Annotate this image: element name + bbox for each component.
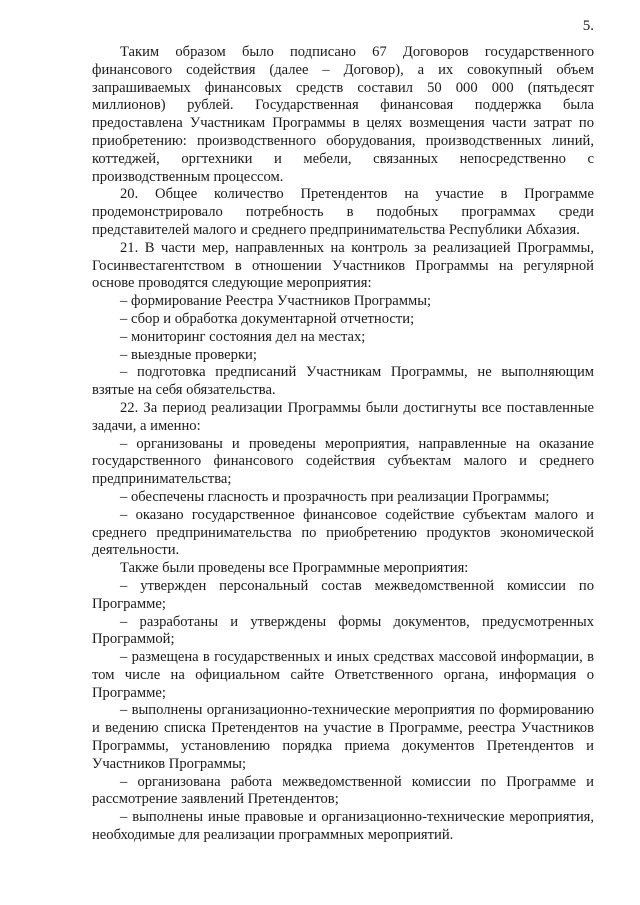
list-item-media: – размещена в государственных и иных средствах массовой информации, в том числе на официальном сайте Ответственного органа, информация о Программе; [92,649,594,701]
list-item-financial-support: – оказано государственное финансовое содействие субъектам малого и среднего предпринимательства по приобретению продуктов экономической деятельности. [92,506,594,559]
paragraph-20: 20. Общее количество Претендентов на участие в Программе продемонстрировало потребность в подобных программах среди представителей малого и среднего предпринимательства Республики Абхазия. [92,186,594,238]
list-item-events-organized: – организованы и проведены мероприятия, направленные на оказание государственного финансового содействия субъектам малого и среднего предпринимательства; [92,435,594,488]
list-item-orders: – подготовка предписаний Участникам Программы, не выполняющим взятые на себя обязательства. [92,364,594,399]
page-number: 5. [582,18,594,34]
list-item-other-measures: – выполнены иные правовые и организационно-технические мероприятия, необходимые для реализации программных мероприятий. [92,809,594,844]
list-item-commission: – утвержден персональный состав межведомственной комиссии по Программе; [92,577,594,612]
paragraph-summary: Таким образом было подписано 67 Договоров государственного финансового содействия (далее – Договор), а их совокупный объем запрашиваемых финансовых средств составил 50 000 000 (пятьдесят миллионов) рублей. Государственная финансовая поддержка была предоставлена Участникам Программы в целях возмещения части затрат по приобретению: производственного оборудования, производственных линий, коттеджей, оргтехники и мебели, связанных непосредственно с производственным процессом. [92,44,594,185]
paragraph-22: 22. За период реализации Программы были достигнуты все поставленные задачи, а именно: [92,399,594,434]
paragraph-program-events: Также были проведены все Программные мероприятия: [120,560,469,577]
paragraph-21: 21. В части мер, направленных на контроль за реализацией Программы, Госинвестагентством в отношении Участников Программы на регулярной основе проводятся следующие мероприятия: [92,239,594,292]
list-item-reporting: – сбор и обработка документарной отчетности; [120,310,415,327]
list-item-monitoring: – мониторинг состояния дел на местах; [120,328,366,345]
list-item-forms: – разработаны и утверждены формы документов, предусмотренных Программой; [92,613,594,648]
list-item-transparency: – обеспечены гласность и прозрачность при реализации Программы; [120,488,550,505]
list-item-org-tech: – выполнены организационно-технические мероприятия по формированию и ведению списка Претендентов на участие в Программе, реестра Участников Программы, установлению порядка приема документов Претендентов и Участников Программы; [92,702,594,772]
list-item-inspections: – выездные проверки; [120,346,257,363]
list-item-commission-work: – организована работа межведомственной комиссии по Программе и рассмотрение заявлений Претендентов; [92,773,594,808]
list-item-registry: – формирование Реестра Участников Программы; [120,293,432,310]
